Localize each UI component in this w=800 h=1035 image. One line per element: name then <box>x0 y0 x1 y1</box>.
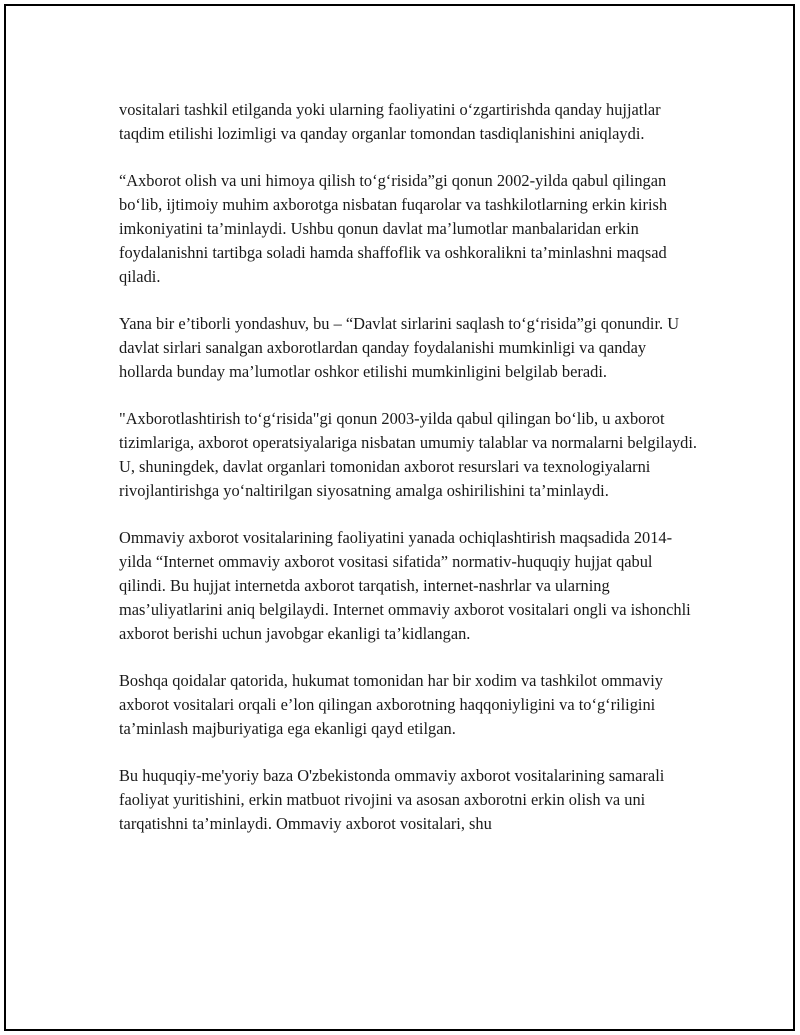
paragraph-4: "Axborotlashtirish to‘g‘risida"gi qonun 2003-yilda qabul qilingan bo‘lib, u axborot tizimlariga, axborot operatsiyalariga nisbatan umumiy talablar va normalarni belgilaydi. U, shuningdek, davlat organlari tomonidan axborot resurslari va texnologiyalarni rivojlantirishga yo‘naltirilgan siyosatning amalga oshirilishini ta’minlaydi. <box>119 409 698 500</box>
paragraph-6: Boshqa qoidalar qatorida, hukumat tomonidan har bir xodim va tashkilot ommaviy axborot vositalari orqali e’lon qilingan axborotning haqqoniyligini va to‘g‘riligini ta’minlash majburiyatiga ega ekanligi qayd etilgan. <box>119 671 663 738</box>
document-body <box>119 98 699 836</box>
paragraph-2: “Axborot olish va uni himoya qilish to‘g‘risida”gi qonun 2002-yilda qabul qilingan bo‘lib, ijtimoiy muhim axborotga nisbatan fuqarolar va tashkilotlarning erkin kirish imkoniyatini ta’minlaydi. Ushbu qonun davlat ma’lumotlar manbalaridan erkin foydalanishni tartibga soladi hamda shaffoflik va oshkoralikni ta’minlashni maqsad qiladi. <box>119 171 668 286</box>
paragraph-5: Ommaviy axborot vositalarining faoliyatini yanada ochiqlashtirish maqsadida 2014-yilda “Internet ommaviy axborot vositasi sifatida” normativ-huquqiy hujjat qabul qilindi. Bu hujjat internetda axborot tarqatish, internet-nashrlar va ularning mas’uliyatlarini aniq belgilaydi. Internet ommaviy axborot vositalari ongli va ishonchli axborot berishi uchun javobgar ekanligi ta’kidlangan. <box>119 528 691 643</box>
page-border <box>4 4 795 1031</box>
paragraph-3: Yana bir e’tiborli yondashuv, bu – “Davlat sirlarini saqlash to‘g‘risida”gi qonundir. U davlat sirlari sanalgan axborotlardan qanday foydalanishi mumkinligi va qanday hollarda bunday ma’lumotlar oshkor etilishi mumkinligini belgilab beradi. <box>119 314 680 381</box>
paragraph-7: Bu huquqiy-me'yoriy baza O'zbekistonda ommaviy axborot vositalarining samarali faoliyat yuritishini, erkin matbuot rivojini va asosan axborotni erkin olish va uni tarqatishni ta’minlaydi. Ommaviy axborot vositalari, shu <box>119 766 665 833</box>
paragraph-1: vositalari tashkil etilganda yoki ularning faoliyatini o‘zgartirishda qanday hujjatlar taqdim etilishi lozimligi va qanday organlar tomondan tasdiqlanishini aniqlaydi. <box>119 100 661 143</box>
